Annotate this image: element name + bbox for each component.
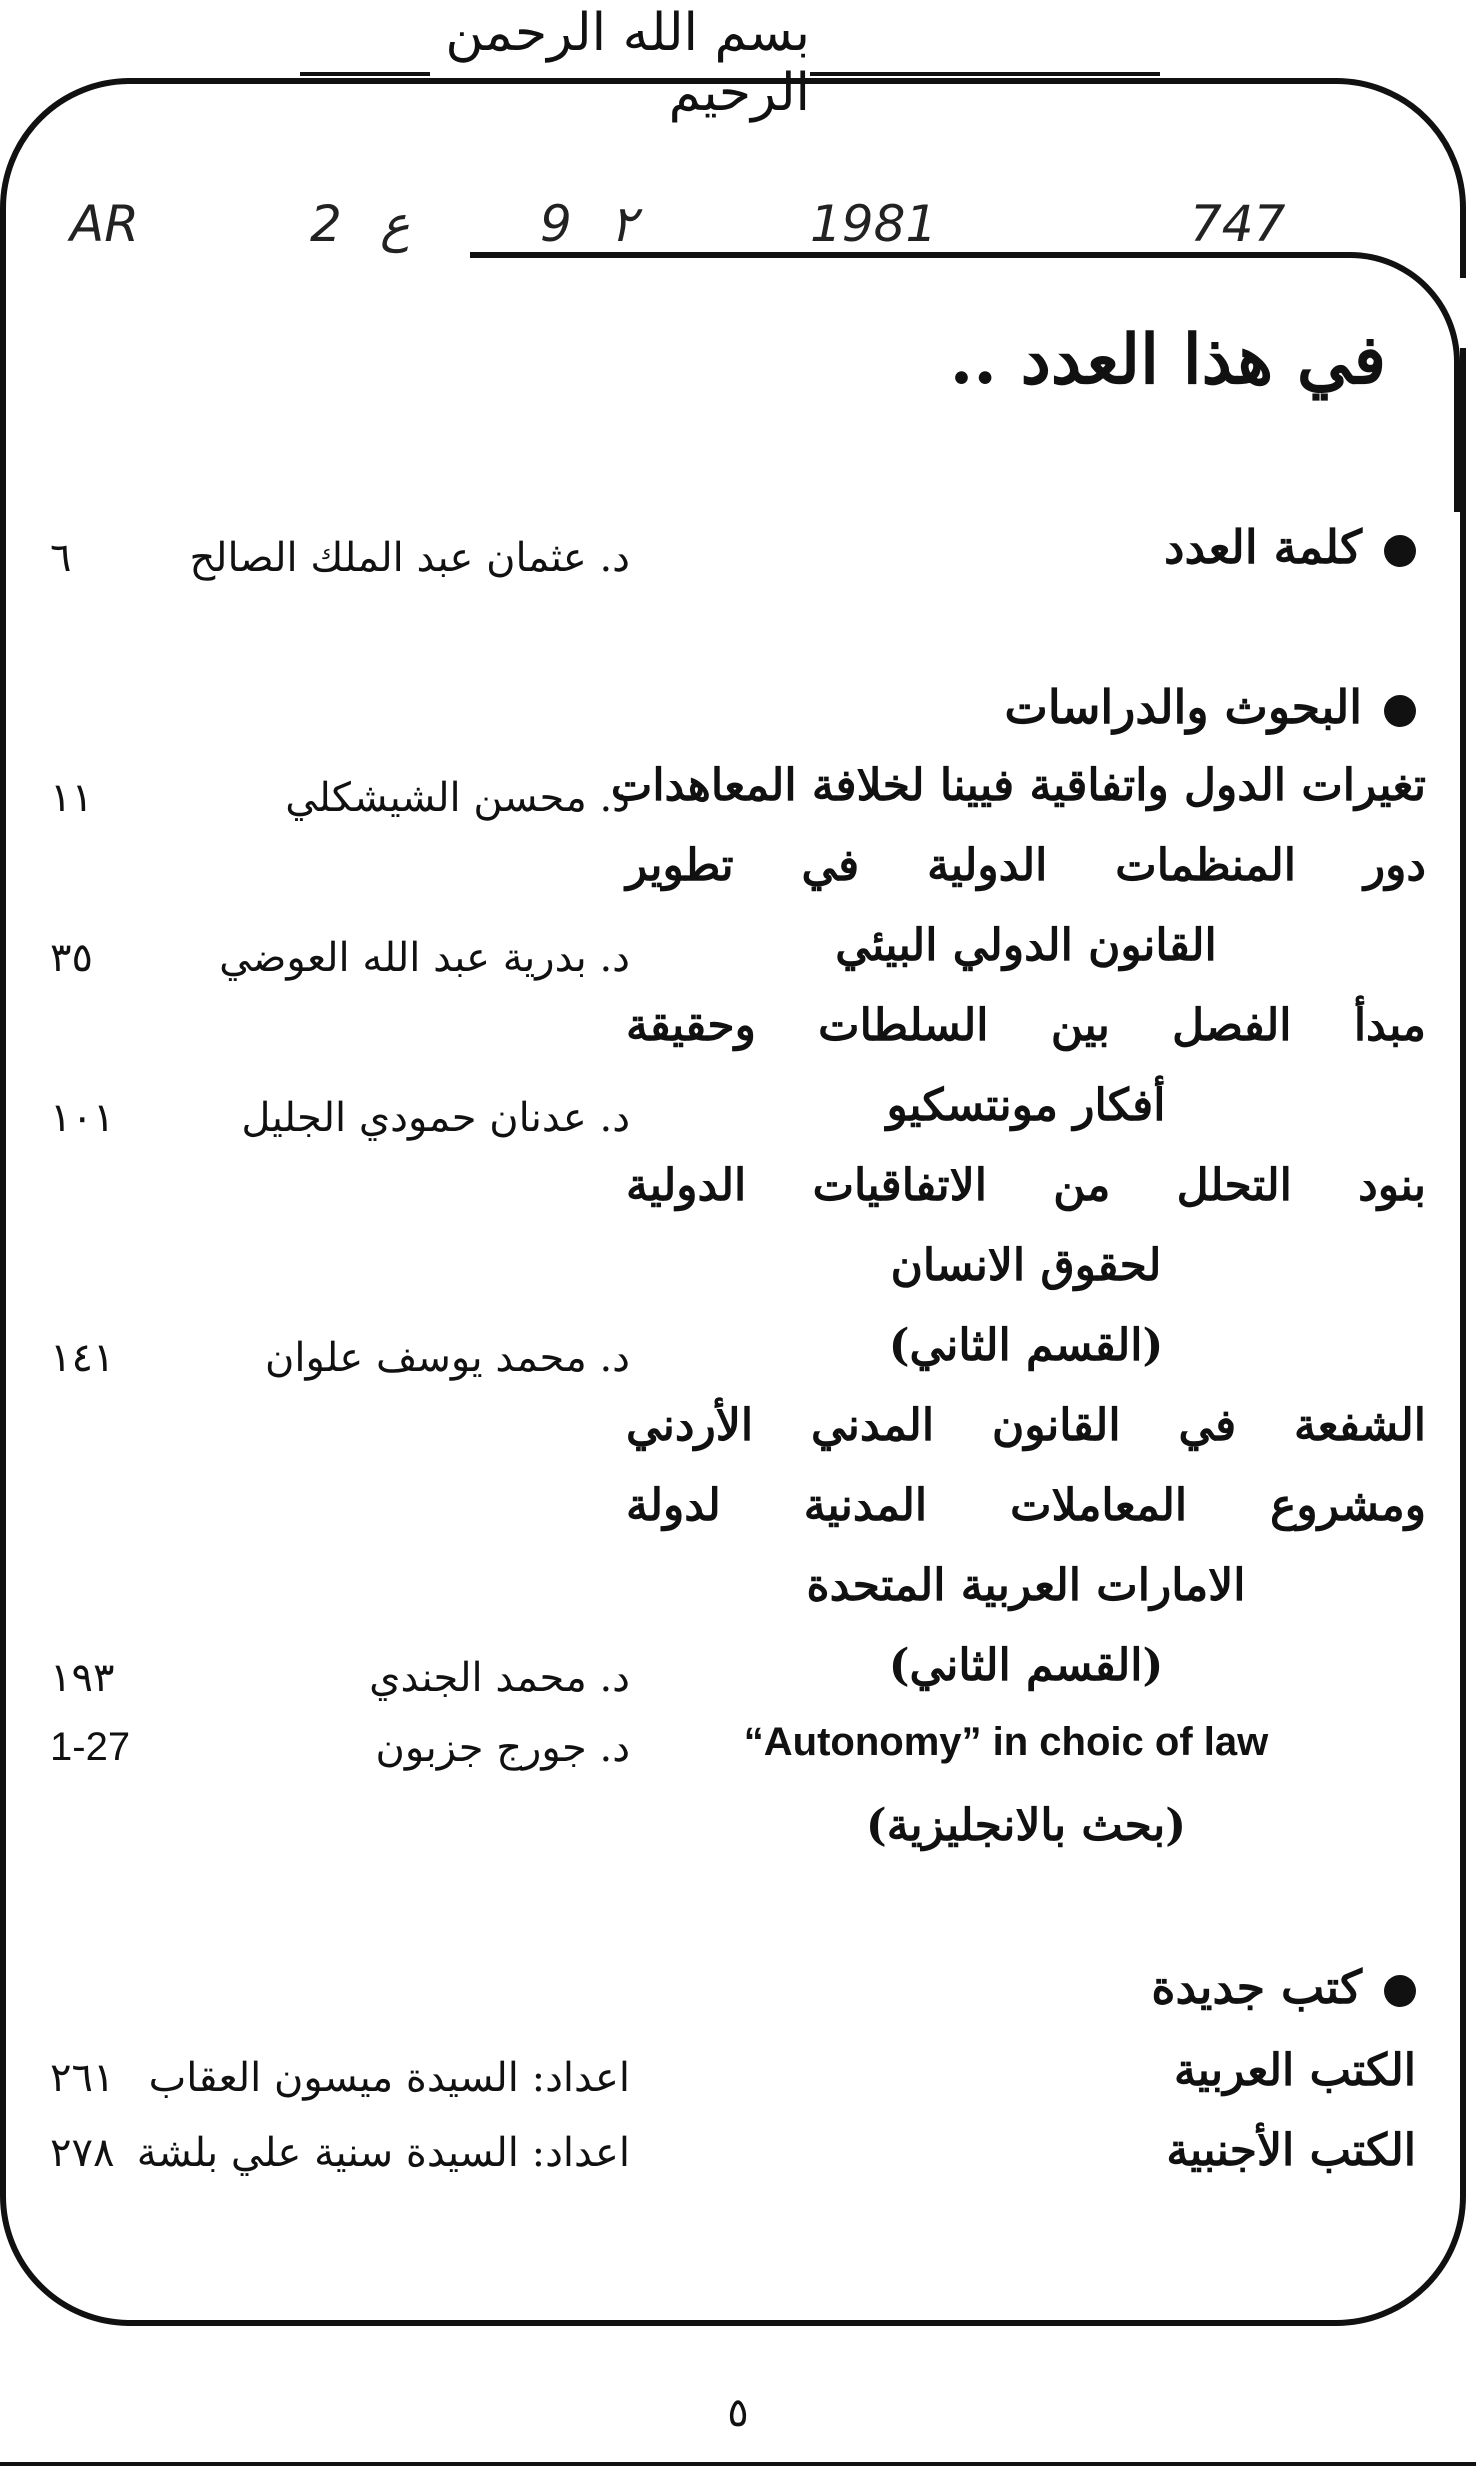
ref-num2: ع <box>380 195 410 253</box>
article-title-line: (القسم الثاني) <box>888 1640 1164 1691</box>
article-title-line: الامارات العربية المتحدة <box>806 1560 1246 1611</box>
author-name: د. محمد يوسف علوان <box>264 1335 630 1381</box>
books-item-label: الكتب الأجنبية <box>1166 2125 1416 2176</box>
ref-num1: 2 <box>310 195 342 253</box>
bullet-icon <box>1384 1975 1416 2007</box>
ref-code: AR <box>70 195 139 253</box>
author-name: د. عدنان حمودي الجليل <box>241 1095 630 1141</box>
article-title-line: الشفعة في القانون المدني الأردني <box>626 1400 1426 1451</box>
article-title-line: (بحث بالانجليزية) <box>865 1800 1187 1851</box>
section-heading: كتب جديدة <box>1151 1960 1362 2014</box>
author-name: د. بدرية عبد الله العوضي <box>219 935 630 981</box>
author-name: د. عثمان عبد الملك الصالح <box>189 535 630 581</box>
article-title-line: (القسم الثاني) <box>888 1320 1164 1371</box>
author-name: د. محسن الشيشكلي <box>285 775 630 821</box>
section-heading: كلمة العدد <box>1163 520 1362 574</box>
article-title-line: أفكار مونتسكيو <box>886 1080 1166 1131</box>
page-ref: ٢٦١ <box>50 2055 115 2101</box>
page-ref: ١١ <box>50 775 93 821</box>
page-ref: ١٤١ <box>50 1335 115 1381</box>
bottom-rule <box>0 2462 1476 2466</box>
section-heading: البحوث والدراسات <box>1004 680 1362 734</box>
ref-year: 1981 <box>810 195 938 253</box>
section-books <box>1151 1960 1416 2014</box>
ref-num4: ٢ <box>610 195 637 253</box>
handwritten-reference <box>70 195 1330 275</box>
author-name: د. محمد الجندي <box>369 1655 630 1701</box>
article-title-english: “Autonomy” in choic of law <box>743 1720 1269 1764</box>
article-title-line: بنود التحلل من الاتفاقيات الدولية <box>626 1160 1426 1211</box>
page-ref: ١٠١ <box>50 1095 115 1141</box>
author-name: د. جورج جزبون <box>375 1725 630 1771</box>
page-title: في هذا العدد .. <box>949 320 1386 400</box>
page-number: ٥ <box>727 2390 749 2436</box>
page-ref: ١٩٣ <box>50 1655 115 1701</box>
article-title-line: مبدأ الفصل بين السلطات وحقيقة <box>626 1000 1426 1051</box>
page-ref: 1-27 <box>50 1725 131 1769</box>
article-title-line: لحقوق الانسان <box>890 1240 1162 1291</box>
bullet-icon <box>1384 695 1416 727</box>
basmala-calligraphy: بسم الله الرحمن الرحيم <box>430 8 810 118</box>
article-title-line: تغيرات الدول واتفاقية فيينا لخلافة المعاهدات <box>610 760 1426 811</box>
page-ref: ٢٧٨ <box>50 2130 115 2176</box>
article-title-line: ومشروع المعاملات المدنية لدولة <box>626 1480 1426 1531</box>
ref-num3: 9 <box>540 195 572 253</box>
author-name: اعداد: السيدة سنية علي بلشة <box>136 2130 630 2176</box>
ref-serial: 747 <box>1190 195 1286 253</box>
section-editorial <box>1164 520 1416 574</box>
article-title-line: القانون الدولي البيئي <box>835 920 1217 971</box>
author-name: اعداد: السيدة ميسون العقاب <box>148 2055 630 2101</box>
books-item-label: الكتب العربية <box>1174 2045 1416 2096</box>
page-ref: ٣٥ <box>50 935 93 981</box>
bullet-icon <box>1384 535 1416 567</box>
article-title-line: دور المنظمات الدولية في تطوير <box>626 840 1426 891</box>
section-research <box>1005 680 1416 734</box>
page-ref: ٦ <box>50 535 72 581</box>
